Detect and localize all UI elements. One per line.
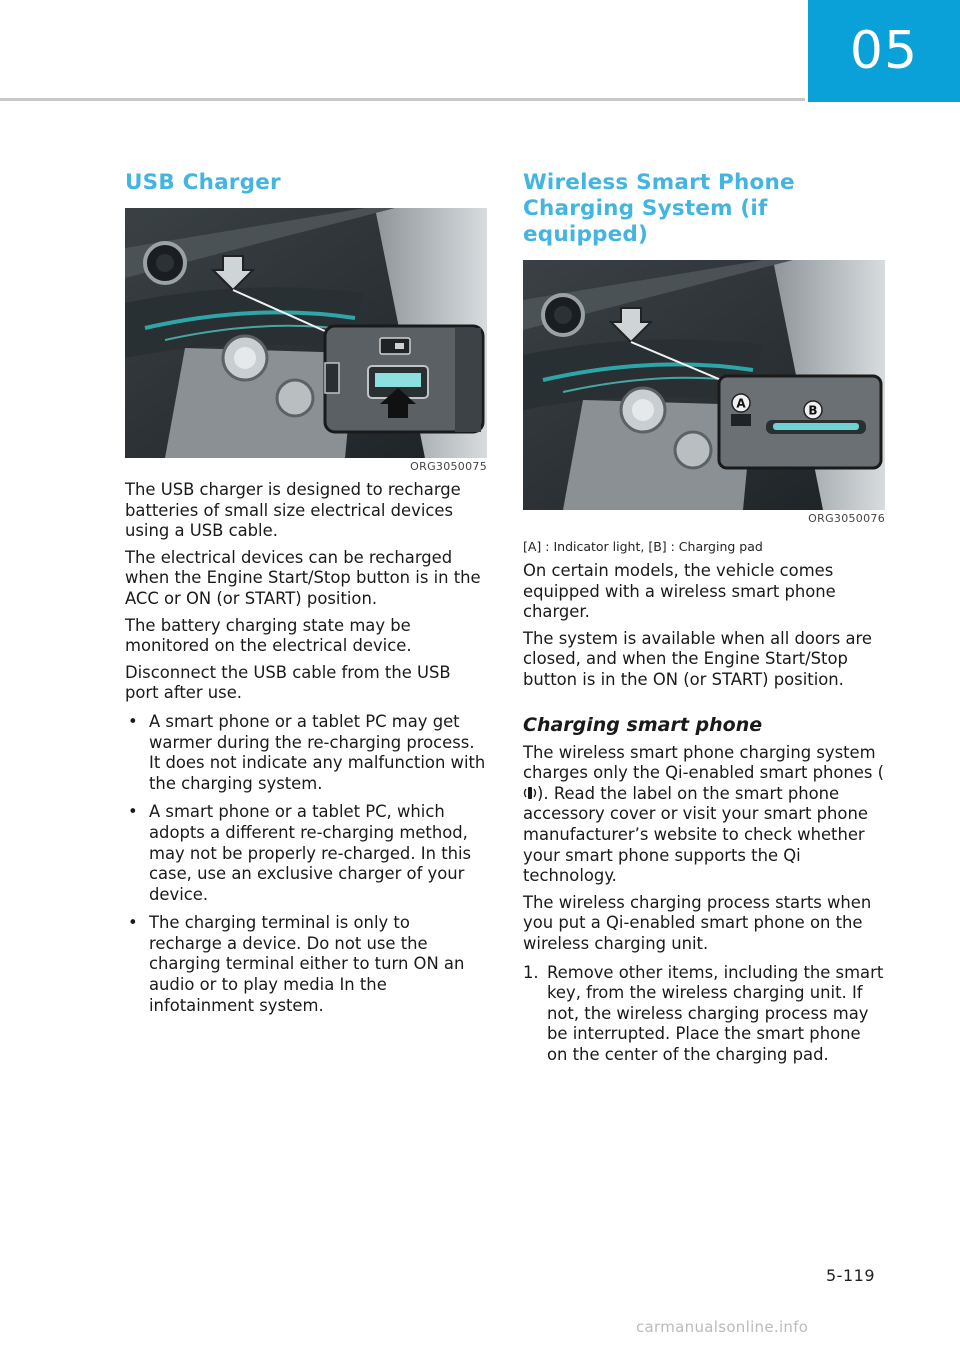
step-text: Remove other items, including the smart key, from the wireless charging unit. If not, the wireless charging process may be interrupted. Place the smart phone on the center of the charging pad.: [547, 962, 884, 1064]
wireless-console-illustration: [523, 260, 885, 510]
page-number: 5-119: [826, 1266, 875, 1285]
paragraph: The battery charging state may be monitored on the electrical device.: [125, 615, 412, 656]
paragraph: [523, 743, 885, 887]
paragraph: Disconnect the USB cable from the USB port after use.: [125, 662, 451, 703]
list-item-text: A smart phone or a tablet PC, which adopts a different re-charging method, may not be properly re-charged. In this case, use an exclusive charger of your device.: [149, 802, 472, 904]
qi-icon: [523, 785, 537, 801]
chapter-tab: [808, 0, 960, 102]
list-item: [125, 712, 487, 794]
paragraph-text: The wireless smart phone charging system charges only the Qi-enabled smart phones (: [523, 742, 885, 783]
usb-bullet-list: [125, 712, 487, 1016]
list-item-text: The charging terminal is only to recharge a device. Do not use the charging terminal either to turn ON an audio or to play media In the infotainment system.: [149, 913, 465, 1015]
list-item: [523, 963, 885, 1066]
wireless-charging-heading: Wireless Smart Phone Charging System (if equipped): [523, 170, 795, 247]
label-b: B: [808, 403, 818, 418]
right-column: [523, 170, 885, 1073]
usb-console-illustration: [125, 208, 487, 458]
bullet-icon: •: [128, 802, 138, 822]
list-item-text: A smart phone or a tablet PC may get warmer during the re-charging process. It does not indicate any malfunction with the charging system.: [149, 711, 486, 793]
usb-charger-heading: USB Charger: [125, 170, 281, 195]
bullet-icon: •: [128, 711, 138, 731]
paragraph: The wireless charging process starts when you put a Qi-enabled smart phone on the wireless charging unit.: [523, 892, 872, 953]
figure-code: ORG3050075: [410, 460, 487, 473]
list-item: [125, 802, 487, 905]
usb-charger-figure: [125, 208, 487, 458]
charging-smart-phone-subheading: Charging smart phone: [523, 713, 763, 736]
paragraph: On certain models, the vehicle comes equipped with a wireless smart phone charger.: [523, 561, 836, 622]
paragraph: The system is available when all doors are closed, and when the Engine Start/Stop button is in the ON (or START) position.: [523, 628, 872, 689]
chapter-number: 05: [849, 21, 919, 81]
bullet-icon: •: [128, 913, 138, 933]
list-item: [125, 913, 487, 1016]
step-number: 1.: [523, 962, 539, 982]
watermark: carmanualsonline.info: [636, 1318, 809, 1336]
figure-code: ORG3050076: [808, 512, 885, 525]
header-rule: [0, 98, 805, 101]
wireless-charger-figure: [523, 260, 885, 510]
figure-caption: [A] : Indicator light, [B] : Charging pad: [523, 539, 763, 554]
label-a: A: [736, 396, 746, 411]
paragraph: The USB charger is designed to recharge batteries of small size electrical devices using a USB cable.: [125, 480, 461, 541]
left-column: [125, 170, 487, 1024]
steps-list: [523, 963, 885, 1066]
paragraph-text: ). Read the label on the smart phone accessory cover or visit your smart phone manufacturer’s website to check whether your smart phone supports the Qi technology.: [523, 783, 868, 886]
paragraph: The electrical devices can be recharged when the Engine Start/Stop button is in the ACC or ON (or START) position.: [125, 547, 481, 608]
